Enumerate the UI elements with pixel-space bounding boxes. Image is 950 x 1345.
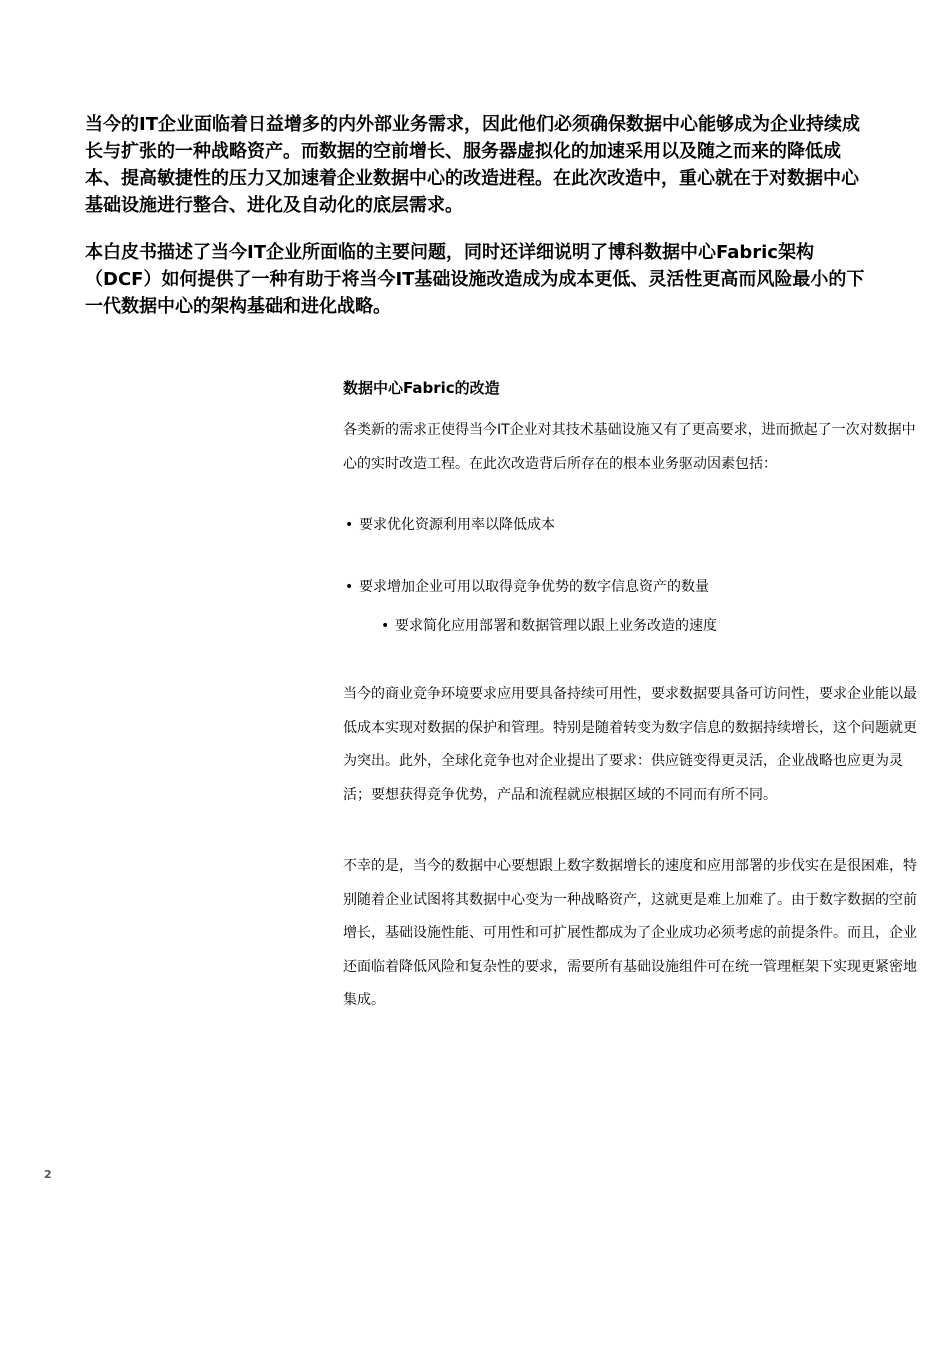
- intro-paragraph: 本白皮书描述了当今IT企业所面临的主要问题，同时还详细说明了博科数据中心Fabric架构（DCF）如何提供了一种有助于将当今IT基础设施改造成为成本更低、灵活性更高而风险最小的下一代数据中心的架构基础和进化战略。: [85, 242, 865, 317]
- list-item: • 要求简化应用部署和数据管理以跟上业务改造的速度: [379, 614, 923, 638]
- list-item: • 要求增加企业可用以取得竞争优势的数字信息资产的数量: [343, 575, 923, 599]
- intro-paragraph: 当今的IT企业面临着日益增多的内外部业务需求，因此他们必须确保数据中心能够成为企业持续成长与扩张的一种战略资产。而数据的空前增长、服务器虚拟化的加速采用以及随之而来的降低成本、提高敏捷性的压力又加速着企业数据中心的改造进程。在此次改造中，重心就在于对数据中心基础设施进行整合、进化及自动化的底层需求。: [85, 114, 860, 216]
- section-lead-paragraph: 各类新的需求正使得当今IT企业对其技术基础设施又有了更高要求，进而掀起了一次对数据中心的实时改造工程。在此次改造背后所存在的根本业务驱动因素包括：: [343, 422, 916, 472]
- page-number: 2: [44, 1168, 52, 1181]
- intro-section: [85, 111, 875, 340]
- driver-list: [343, 513, 923, 638]
- body-paragraph: 当今的商业竞争环境要求应用要具备持续可用性，要求数据要具备可访问性，要求企业能以最低成本实现对数据的保护和管理。特别是随着转变为数字信息的数据持续增长，这个问题就更为突出。此外，全球化竞争也对企业提出了要求：供应链变得更灵活，企业战略也应更为灵活；要想获得竞争优势，产品和流程就应根据区域的不同而有所不同。: [343, 686, 917, 803]
- section-title: 数据中心Fabric的改造: [343, 379, 500, 397]
- list-item: • 要求优化资源利用率以降低成本: [343, 513, 923, 537]
- main-section: [343, 376, 923, 1018]
- body-paragraph: 不幸的是，当今的数据中心要想跟上数字数据增长的速度和应用部署的步伐实在是很困难，特别随着企业试图将其数据中心变为一种战略资产，这就更是难上加难了。由于数字数据的空前增长，基础设施性能、可用性和可扩展性都成为了企业成功必须考虑的前提条件。而且，企业还面临着降低风险和复杂性的要求，需要所有基础设施组件可在统一管理框架下实现更紧密地集成。: [343, 858, 917, 1008]
